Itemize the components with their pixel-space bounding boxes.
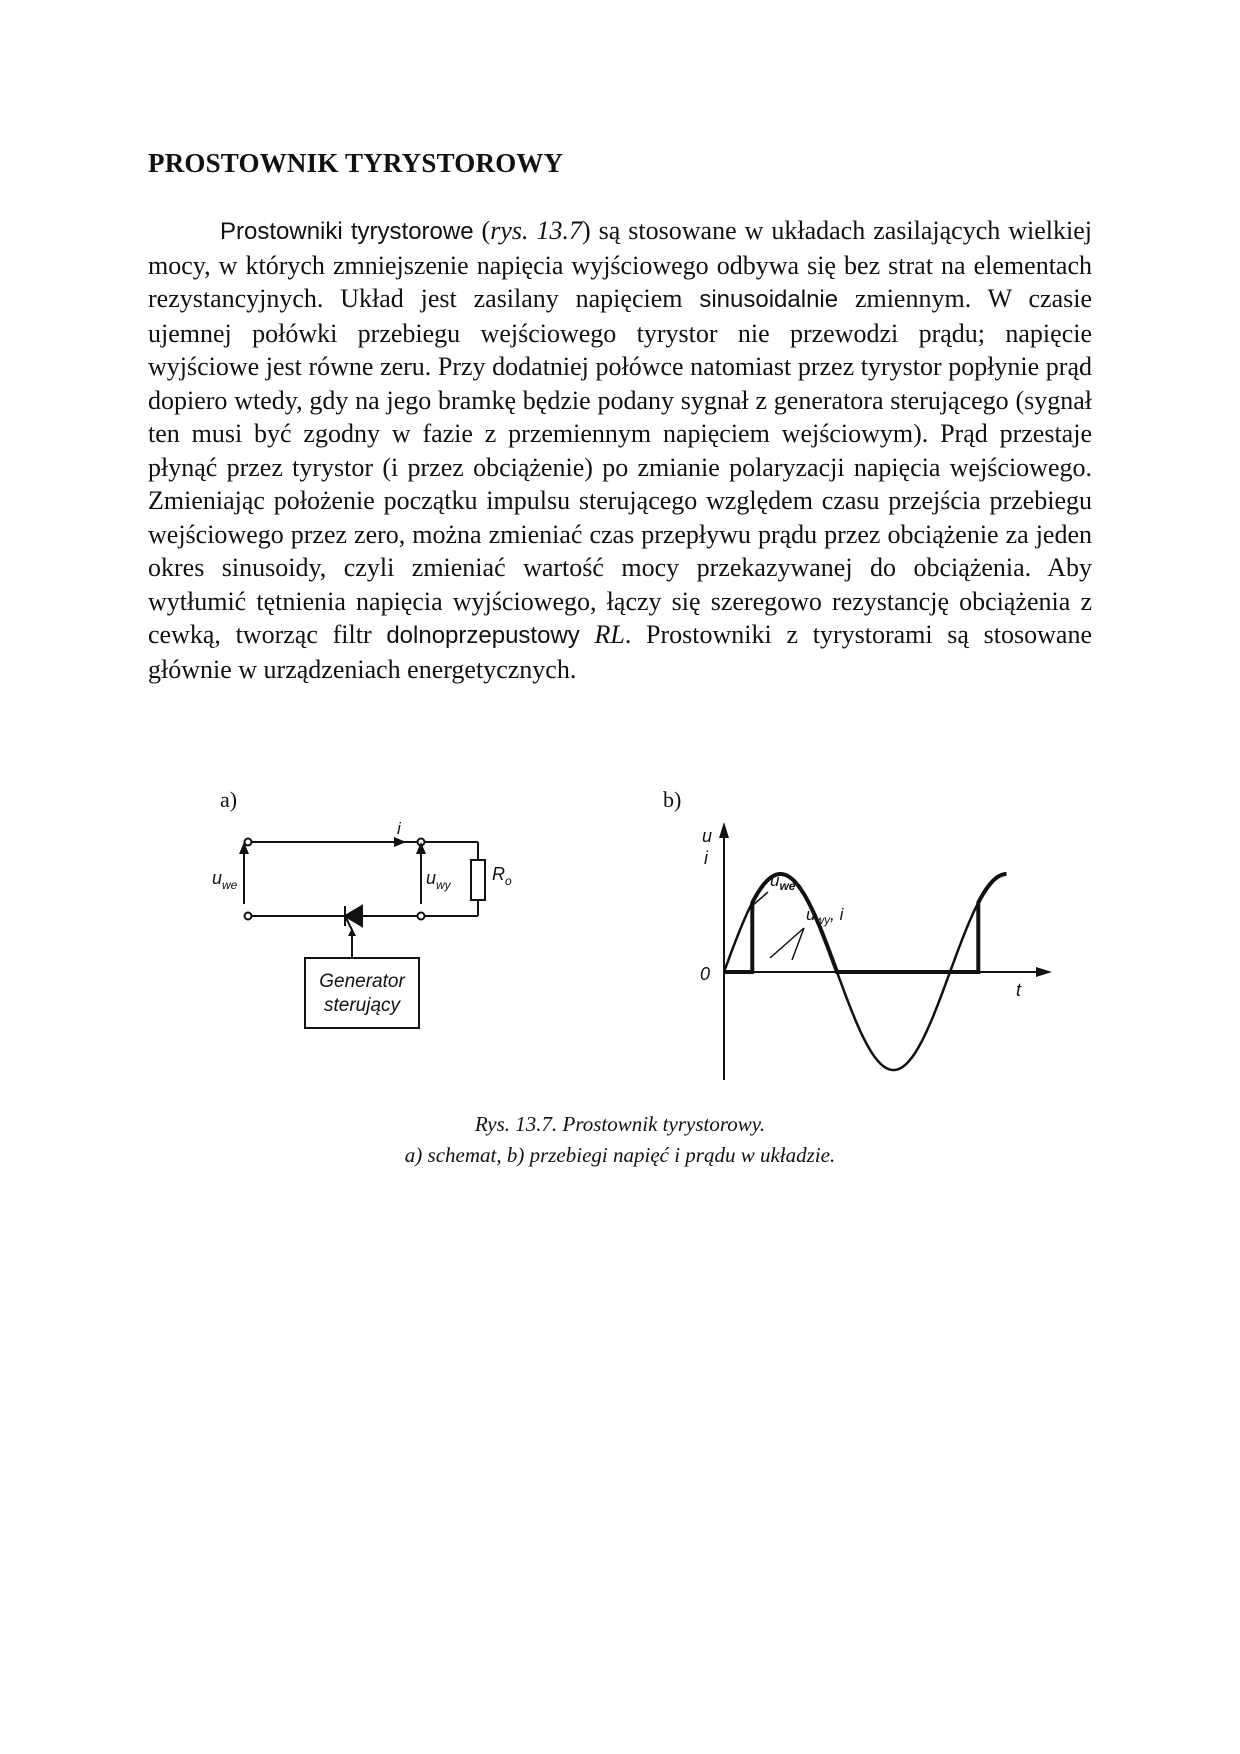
text-run: ) są stosowane w układach zasilających wielkiej mocy, w których zmniejszenie napięcia wyjściowego odbywa się bez strat na elementach rezystancyjnych. Układ jest zasilany napięciem: [148, 216, 1092, 313]
resistor-label: [492, 864, 512, 888]
x-axis-label: t: [1016, 980, 1022, 1000]
figure-b-label: b): [663, 787, 682, 812]
output-voltage-symbol: u: [426, 868, 437, 888]
input-curve-subscript: we: [779, 879, 796, 893]
resistor-symbol: R: [492, 864, 505, 884]
term-dolnoprzepustowy: dolnoprzepustowy: [386, 622, 580, 649]
term-sinusoidalnie: sinusoidalnie: [699, 286, 839, 313]
text-run: . Prostowniki z tyrystorami są stosowane głównie w urządzeniach energetycznych.: [148, 620, 1092, 684]
generator-box: [305, 958, 419, 1028]
input-curve-symbol: u: [770, 871, 780, 890]
resistor-subscript: o: [505, 874, 512, 888]
input-voltage-subscript: we: [222, 878, 238, 892]
x-axis-arrowhead: [1036, 967, 1052, 977]
term-prostowniki: Prostowniki tyrystorowe: [220, 218, 474, 245]
generator-label-line1: Generator: [319, 971, 405, 992]
current-arrow-head: [394, 837, 406, 847]
figure-caption-description: a) schemat, b) przebiegi napięć i prądu w układzie.: [404, 1143, 836, 1167]
y-axis-label-i: i: [704, 848, 708, 868]
resistor-body: [471, 860, 485, 900]
input-terminal-top: [245, 839, 252, 846]
origin-label: 0: [700, 964, 711, 984]
thyristor-schematic: [200, 820, 540, 1040]
output-voltage-label: [426, 868, 452, 892]
y-axis-arrowhead: [719, 822, 729, 838]
input-terminal-bottom: [245, 913, 252, 920]
output-curve-subscript: wy: [815, 913, 831, 927]
gate-arrowhead: [348, 928, 356, 936]
waveform-plot: [690, 820, 1070, 1090]
output-curve-label: [806, 905, 845, 927]
output-voltage-subscript: wy: [436, 878, 451, 892]
text-run: [580, 620, 595, 649]
figure-a-label: a): [220, 787, 238, 812]
y-axis-label-u: u: [702, 826, 713, 846]
term-rl: RL: [594, 620, 625, 649]
output-curve-suffix: , i: [830, 905, 844, 924]
input-voltage-symbol: u: [212, 868, 223, 888]
text-run: zmiennym. W czasie ujemnej połówki przebiegu wejściowego tyrystor nie przewodzi prądu; napięcie wyjściowe jest równe zeru. Przy dodatniej połówce natomiast przez tyrystor popłynie prąd dopiero wtedy, gdy na jego bramkę będzie podany sygnał z generatora sterującego (sygnał ten musi być zgodny w fazie z przemiennym napięciem wejściowym). Prąd przestaje płynąć przez tyrystor (i przez obciążenie) po zmianie polaryzacji napięcia wejściowego. Zmieniając położenie początku impulsu sterującego względem czasu przejścia przebiegu wejściowego przez zero, można zmieniać czas przepływu prądu przez obciążenie za jeden okres sinusoidy, czyli zmieniać wartość mocy przekazywanej do obciążenia. Aby wytłumić tętnienia napięcia wyjściowego, łączy się szeregowo rezystancję obciążenia z cewką, tworząc filtr: [148, 284, 1092, 649]
current-label: i: [397, 819, 401, 838]
output-curve-symbol: u: [806, 905, 816, 924]
output-voltage-curve: [724, 874, 1007, 972]
input-voltage-label: [212, 868, 238, 892]
figure-caption-title: Rys. 13.7. Prostownik tyrystorowy.: [474, 1112, 766, 1136]
generator-label-line2: sterujący: [323, 995, 401, 1016]
page-title: PROSTOWNIK TYRYSTOROWY: [148, 148, 564, 178]
text-run: (: [473, 216, 491, 245]
output-terminal-bottom: [418, 913, 425, 920]
body-paragraph: [148, 214, 1092, 686]
figure-reference: rys. 13.7: [490, 216, 582, 245]
